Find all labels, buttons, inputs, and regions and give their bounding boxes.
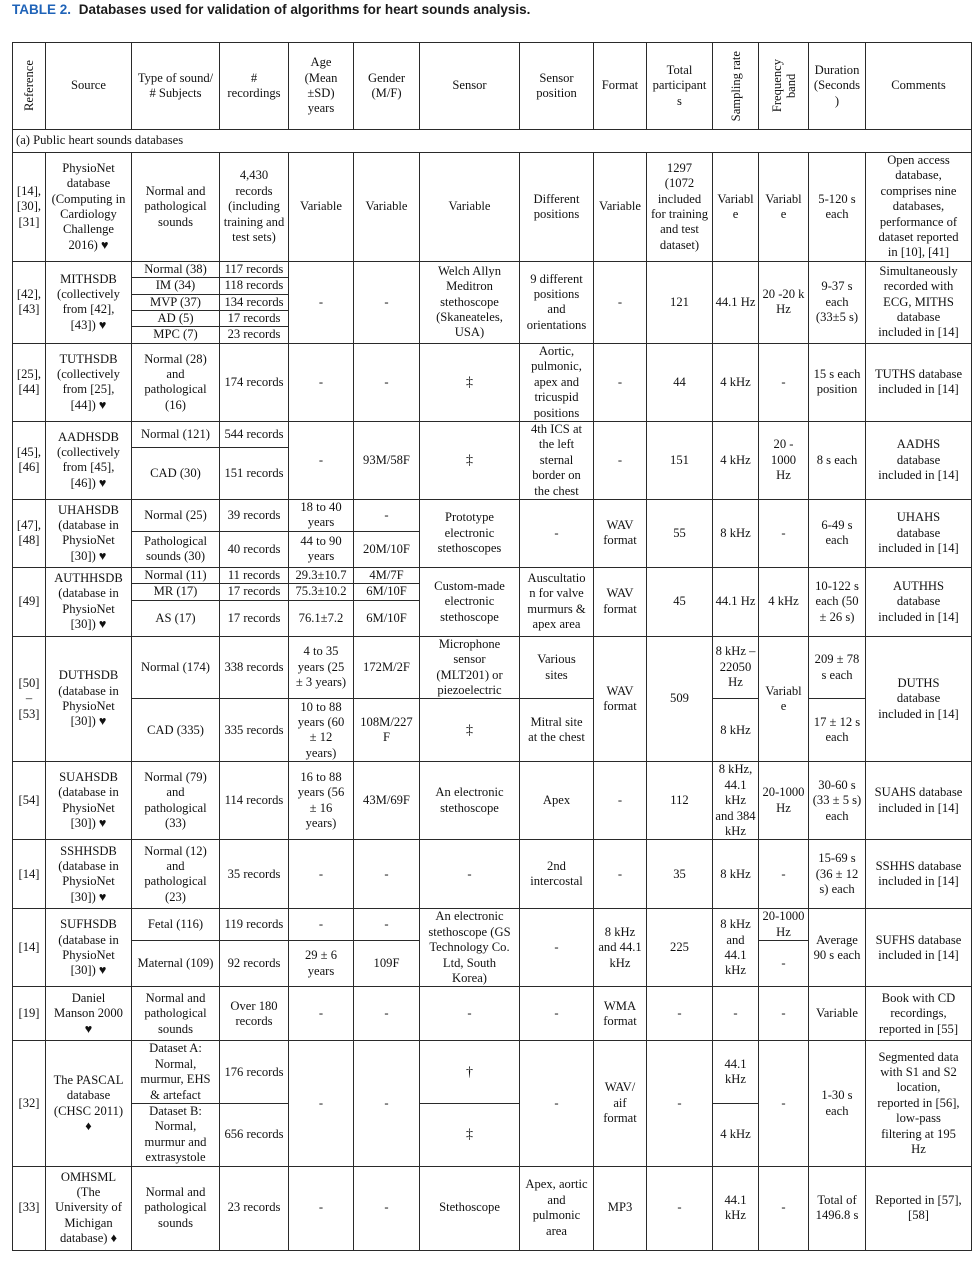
header-duration: Duration (Seconds ) (809, 43, 866, 130)
cell-recordings: 23 records (220, 327, 289, 343)
cell-sampling: 8 kHz and 44.1 kHz (713, 909, 759, 987)
table-row (13, 499, 972, 531)
cell-type: Normal (79) and pathological (33) (132, 762, 220, 840)
cell-gender: - (354, 1166, 420, 1250)
cell-frequency: 20-1000 Hz (759, 762, 809, 840)
cell-age: - (289, 343, 354, 421)
cell-gender: 172M/2F (354, 636, 420, 699)
cell-sensor: ‡ (420, 1104, 520, 1167)
cell-comments: SUAHS database included in [14] (866, 762, 972, 840)
cell-comments: DUTHS database included in [14] (866, 636, 972, 762)
cell-type: Pathological sounds (30) (132, 531, 220, 567)
cell-gender: - (354, 343, 420, 421)
cell-gender: - (354, 909, 420, 941)
cell-gender: 4M/7F (354, 567, 420, 583)
cell-sampling: 44.1 Hz (713, 567, 759, 636)
cell-recordings: 17 records (220, 600, 289, 636)
cell-duration: 15-69 s (36 ± 12 s) each (809, 840, 866, 909)
header-source: Source (46, 43, 132, 130)
table-row (13, 421, 972, 447)
cell-ref: [54] (13, 762, 46, 840)
cell-sensor: - (420, 840, 520, 909)
cell-position: 2nd intercostal (520, 840, 594, 909)
cell-duration: 209 ± 78 s each (809, 636, 866, 699)
cell-position: Various sites (520, 636, 594, 699)
cell-format: - (594, 762, 647, 840)
header-sampling: Sampling rate (713, 43, 759, 130)
databases-table (12, 42, 972, 1251)
cell-participants: - (647, 1041, 713, 1166)
cell-recordings: 335 records (220, 699, 289, 762)
table-row (13, 261, 972, 277)
cell-source: DUTHSDB (database in PhysioNet [30]) ♥ (46, 636, 132, 762)
cell-format: Variable (594, 153, 647, 262)
cell-type: Normal (121) (132, 421, 220, 447)
cell-gender: Variable (354, 153, 420, 262)
cell-duration: Total of 1496.8 s (809, 1166, 866, 1250)
cell-sensor: ‡ (420, 421, 520, 499)
cell-participants: 35 (647, 840, 713, 909)
cell-source: SUFHSDB (database in PhysioNet [30]) ♥ (46, 909, 132, 987)
header-sensor-position: Sensor position (520, 43, 594, 130)
cell-sensor: Welch Allyn Meditron stethoscope (Skaneateles, USA) (420, 261, 520, 343)
cell-type: MR (17) (132, 584, 220, 600)
cell-recordings: 117 records (220, 261, 289, 277)
cell-participants: 44 (647, 343, 713, 421)
cell-sampling: 44.1 kHz (713, 1166, 759, 1250)
cell-sampling: 44.1 kHz (713, 1041, 759, 1104)
cell-type: Dataset B: Normal, murmur and extrasystole (132, 1104, 220, 1167)
cell-source: PhysioNet database (Computing in Cardiology Challenge 2016) ♥ (46, 153, 132, 262)
cell-recordings: 114 records (220, 762, 289, 840)
cell-ref: [49] (13, 567, 46, 636)
cell-source: SSHHSDB (database in PhysioNet [30]) ♥ (46, 840, 132, 909)
cell-type: IM (34) (132, 278, 220, 294)
cell-duration: 5-120 s each (809, 153, 866, 262)
cell-format: WAV/ aif format (594, 1041, 647, 1166)
cell-comments: UHAHS database included in [14] (866, 499, 972, 567)
cell-type: Fetal (116) (132, 909, 220, 941)
header-format: Format (594, 43, 647, 130)
cell-source: UHAHSDB (database in PhysioNet [30]) ♥ (46, 499, 132, 567)
cell-sensor: Microphone sensor (MLT201) or piezoelectric (420, 636, 520, 699)
cell-sensor: - (420, 987, 520, 1041)
cell-recordings: 338 records (220, 636, 289, 699)
cell-comments: Segmented data with S1 and S2 location, reported in [56], low-pass filtering at 195 Hz (866, 1041, 972, 1166)
table-caption (12, 2, 530, 17)
cell-participants: 45 (647, 567, 713, 636)
cell-recordings: 119 records (220, 909, 289, 941)
cell-format: MP3 (594, 1166, 647, 1250)
cell-recordings: 176 records (220, 1041, 289, 1104)
cell-type: Maternal (109) (132, 941, 220, 987)
cell-gender: - (354, 987, 420, 1041)
cell-position: - (520, 499, 594, 567)
cell-source: MITHSDB (collectively from [42], [43]) ♥ (46, 261, 132, 343)
cell-ref: [45], [46] (13, 421, 46, 499)
cell-sampling: 44.1 Hz (713, 261, 759, 343)
cell-source: AADHSDB (collectively from [45], [46]) ♥ (46, 421, 132, 499)
cell-sensor: An electronic stethoscope (GS Technology Co. Ltd, South Korea) (420, 909, 520, 987)
cell-participants: 225 (647, 909, 713, 987)
header-comments: Comments (866, 43, 972, 130)
cell-position: - (520, 987, 594, 1041)
cell-recordings: 656 records (220, 1104, 289, 1167)
cell-sampling: 8 kHz (713, 699, 759, 762)
cell-frequency: - (759, 1166, 809, 1250)
cell-recordings: 39 records (220, 499, 289, 531)
section-label: (a) Public heart sounds databases (13, 130, 972, 153)
cell-format: - (594, 343, 647, 421)
cell-ref: [50] – [53] (13, 636, 46, 762)
header-age: Age (Mean ±SD) years (289, 43, 354, 130)
cell-gender: - (354, 1041, 420, 1166)
cell-age: - (289, 987, 354, 1041)
cell-format: - (594, 840, 647, 909)
cell-sampling: 8 kHz (713, 499, 759, 567)
cell-source: AUTHHSDB (database in PhysioNet [30]) ♥ (46, 567, 132, 636)
cell-comments: AADHS database included in [14] (866, 421, 972, 499)
cell-position: - (520, 1041, 594, 1166)
cell-sensor: Custom-made electronic stethoscope (420, 567, 520, 636)
header-reference: Reference (13, 43, 46, 130)
cell-duration: 1-30 s each (809, 1041, 866, 1166)
cell-recordings: 4,430 records (including training and test sets) (220, 153, 289, 262)
cell-gender: - (354, 499, 420, 531)
cell-recordings: 151 records (220, 448, 289, 500)
cell-participants: 112 (647, 762, 713, 840)
cell-position: 4th ICS at the left sternal border on the chest (520, 421, 594, 499)
cell-position: Apex (520, 762, 594, 840)
cell-recordings: 35 records (220, 840, 289, 909)
cell-type: Dataset A: Normal, murmur, EHS & artefact (132, 1041, 220, 1104)
cell-format: WMA format (594, 987, 647, 1041)
cell-recordings: 134 records (220, 294, 289, 310)
cell-type: Normal (174) (132, 636, 220, 699)
cell-recordings: 17 records (220, 311, 289, 327)
cell-participants: 509 (647, 636, 713, 762)
cell-recordings: Over 180 records (220, 987, 289, 1041)
cell-ref: [14] (13, 840, 46, 909)
table-subrow (13, 699, 972, 762)
table-label: TABLE 2. (12, 2, 72, 17)
cell-comments: AUTHHS database included in [14] (866, 567, 972, 636)
table-row (13, 762, 972, 840)
cell-position: Apex, aortic and pulmonic area (520, 1166, 594, 1250)
cell-position: - (520, 909, 594, 987)
cell-comments: SSHHS database included in [14] (866, 840, 972, 909)
cell-source: Daniel Manson 2000 ♥ (46, 987, 132, 1041)
cell-age: - (289, 421, 354, 499)
cell-age: - (289, 261, 354, 343)
cell-type: Normal (11) (132, 567, 220, 583)
cell-format: - (594, 261, 647, 343)
cell-sampling: 8 kHz (713, 840, 759, 909)
cell-comments: Simultaneously recorded with ECG, MITHS database included in [14] (866, 261, 972, 343)
cell-type: AD (5) (132, 311, 220, 327)
cell-format: 8 kHz and 44.1 kHz (594, 909, 647, 987)
cell-duration: 15 s each position (809, 343, 866, 421)
cell-sensor: Variable (420, 153, 520, 262)
cell-comments: Open access database, comprises nine databases, performance of dataset reported in [10], [41] (866, 153, 972, 262)
header-row (13, 43, 972, 130)
cell-position: Aortic, pulmonic, apex and tricuspid positions (520, 343, 594, 421)
cell-type: MPC (7) (132, 327, 220, 343)
cell-age: - (289, 1041, 354, 1166)
cell-participants: - (647, 987, 713, 1041)
cell-sampling: Variabl e (713, 153, 759, 262)
table-row (13, 153, 972, 262)
cell-ref: [14], [30], [31] (13, 153, 46, 262)
cell-frequency: - (759, 941, 809, 987)
cell-age: 4 to 35 years (25 ± 3 years) (289, 636, 354, 699)
cell-recordings: 92 records (220, 941, 289, 987)
cell-participants: 121 (647, 261, 713, 343)
cell-gender: - (354, 261, 420, 343)
cell-frequency: - (759, 499, 809, 567)
cell-age: 16 to 88 years (56 ± 16 years) (289, 762, 354, 840)
cell-gender: 93M/58F (354, 421, 420, 499)
cell-type: Normal (38) (132, 261, 220, 277)
header-frequency: Frequency band (759, 43, 809, 130)
cell-format: WAV format (594, 567, 647, 636)
cell-participants: 1297 (1072 included for training and test dataset) (647, 153, 713, 262)
table-row (13, 1166, 972, 1250)
cell-sensor: An electronic stethoscope (420, 762, 520, 840)
cell-sensor: Prototype electronic stethoscopes (420, 499, 520, 567)
cell-gender: 6M/10F (354, 600, 420, 636)
cell-age: 75.3±10.2 (289, 584, 354, 600)
cell-duration: Average 90 s each (809, 909, 866, 987)
cell-duration: 30-60 s (33 ± 5 s) each (809, 762, 866, 840)
cell-duration: 9-37 s each (33±5 s) (809, 261, 866, 343)
cell-duration: 17 ± 12 s each (809, 699, 866, 762)
cell-frequency: 20 -20 k Hz (759, 261, 809, 343)
cell-sensor: ‡ (420, 699, 520, 762)
cell-ref: [33] (13, 1166, 46, 1250)
header-recordings: # recordings (220, 43, 289, 130)
cell-duration: 6-49 s each (809, 499, 866, 567)
header-participants: Total participant s (647, 43, 713, 130)
cell-sensor: ‡ (420, 343, 520, 421)
cell-type: Normal and pathological sounds (132, 153, 220, 262)
cell-type: Normal (12) and pathological (23) (132, 840, 220, 909)
cell-frequency: 4 kHz (759, 567, 809, 636)
header-sensor: Sensor (420, 43, 520, 130)
cell-type: Normal and pathological sounds (132, 987, 220, 1041)
cell-source: TUTHSDB (collectively from [25], [44]) ♥ (46, 343, 132, 421)
cell-recordings: 40 records (220, 531, 289, 567)
cell-frequency: 20 - 1000 Hz (759, 421, 809, 499)
cell-source: SUAHSDB (database in PhysioNet [30]) ♥ (46, 762, 132, 840)
cell-ref: [25], [44] (13, 343, 46, 421)
cell-recordings: 23 records (220, 1166, 289, 1250)
table-row (13, 909, 972, 941)
section-row (13, 130, 972, 153)
cell-frequency: Variabl e (759, 153, 809, 262)
cell-frequency: - (759, 343, 809, 421)
cell-gender: - (354, 840, 420, 909)
cell-sampling: 4 kHz (713, 1104, 759, 1167)
cell-comments: SUFHS database included in [14] (866, 909, 972, 987)
cell-ref: [42], [43] (13, 261, 46, 343)
cell-participants: - (647, 1166, 713, 1250)
cell-sampling: 8 kHz – 22050 Hz (713, 636, 759, 699)
cell-participants: 151 (647, 421, 713, 499)
cell-age: 76.1±7.2 (289, 600, 354, 636)
cell-format: - (594, 421, 647, 499)
cell-gender: 109F (354, 941, 420, 987)
cell-duration: Variable (809, 987, 866, 1041)
cell-sampling: 8 kHz, 44.1 kHz and 384 kHz (713, 762, 759, 840)
table-row (13, 343, 972, 421)
cell-comments: TUTHS database included in [14] (866, 343, 972, 421)
cell-participants: 55 (647, 499, 713, 567)
cell-ref: [19] (13, 987, 46, 1041)
cell-recordings: 174 records (220, 343, 289, 421)
table-title: Databases used for validation of algorithms for heart sounds analysis. (78, 2, 531, 17)
cell-type: Normal (28) and pathological (16) (132, 343, 220, 421)
cell-frequency: - (759, 987, 809, 1041)
table-row (13, 636, 972, 699)
cell-age: 18 to 40 years (289, 499, 354, 531)
cell-position: 9 different positions and orientations (520, 261, 594, 343)
cell-sampling: 4 kHz (713, 421, 759, 499)
cell-recordings: 118 records (220, 278, 289, 294)
cell-frequency: - (759, 1041, 809, 1166)
cell-duration: 10-122 s each (50 ± 26 s) (809, 567, 866, 636)
cell-type: CAD (30) (132, 448, 220, 500)
header-type: Type of sound/ # Subjects (132, 43, 220, 130)
cell-gender: 6M/10F (354, 584, 420, 600)
cell-recordings: 544 records (220, 421, 289, 447)
cell-format: WAV format (594, 636, 647, 762)
cell-comments: Reported in [57], [58] (866, 1166, 972, 1250)
cell-sensor: † (420, 1041, 520, 1104)
cell-duration: 8 s each (809, 421, 866, 499)
header-gender: Gender (M/F) (354, 43, 420, 130)
cell-type: AS (17) (132, 600, 220, 636)
cell-source: The PASCAL database (CHSC 2011) ♦ (46, 1041, 132, 1166)
cell-frequency: 20-1000 Hz (759, 909, 809, 941)
cell-gender: 20M/10F (354, 531, 420, 567)
cell-ref: [14] (13, 909, 46, 987)
cell-recordings: 17 records (220, 584, 289, 600)
cell-age: - (289, 909, 354, 941)
cell-position: Mitral site at the chest (520, 699, 594, 762)
cell-age: 29.3±10.7 (289, 567, 354, 583)
cell-format: WAV format (594, 499, 647, 567)
table-row (13, 987, 972, 1041)
cell-type: Normal and pathological sounds (132, 1166, 220, 1250)
cell-ref: [47], [48] (13, 499, 46, 567)
cell-age: 44 to 90 years (289, 531, 354, 567)
cell-type: Normal (25) (132, 499, 220, 531)
cell-age: 29 ± 6 years (289, 941, 354, 987)
cell-age: - (289, 840, 354, 909)
cell-recordings: 11 records (220, 567, 289, 583)
cell-position: Different positions (520, 153, 594, 262)
cell-sampling: 4 kHz (713, 343, 759, 421)
cell-age: 10 to 88 years (60 ± 12 years) (289, 699, 354, 762)
cell-sampling: - (713, 987, 759, 1041)
cell-age: - (289, 1166, 354, 1250)
table-row (13, 567, 972, 583)
table-row (13, 1041, 972, 1104)
table-row (13, 840, 972, 909)
cell-position: Auscultatio n for valve murmurs & apex area (520, 567, 594, 636)
cell-type: MVP (37) (132, 294, 220, 310)
cell-frequency: Variabl e (759, 636, 809, 762)
cell-gender: 43M/69F (354, 762, 420, 840)
cell-comments: Book with CD recordings, reported in [55] (866, 987, 972, 1041)
cell-age: Variable (289, 153, 354, 262)
cell-gender: 108M/227 F (354, 699, 420, 762)
cell-ref: [32] (13, 1041, 46, 1166)
cell-frequency: - (759, 840, 809, 909)
cell-type: CAD (335) (132, 699, 220, 762)
cell-sensor: Stethoscope (420, 1166, 520, 1250)
cell-source: OMHSML (The University of Michigan database) ♦ (46, 1166, 132, 1250)
